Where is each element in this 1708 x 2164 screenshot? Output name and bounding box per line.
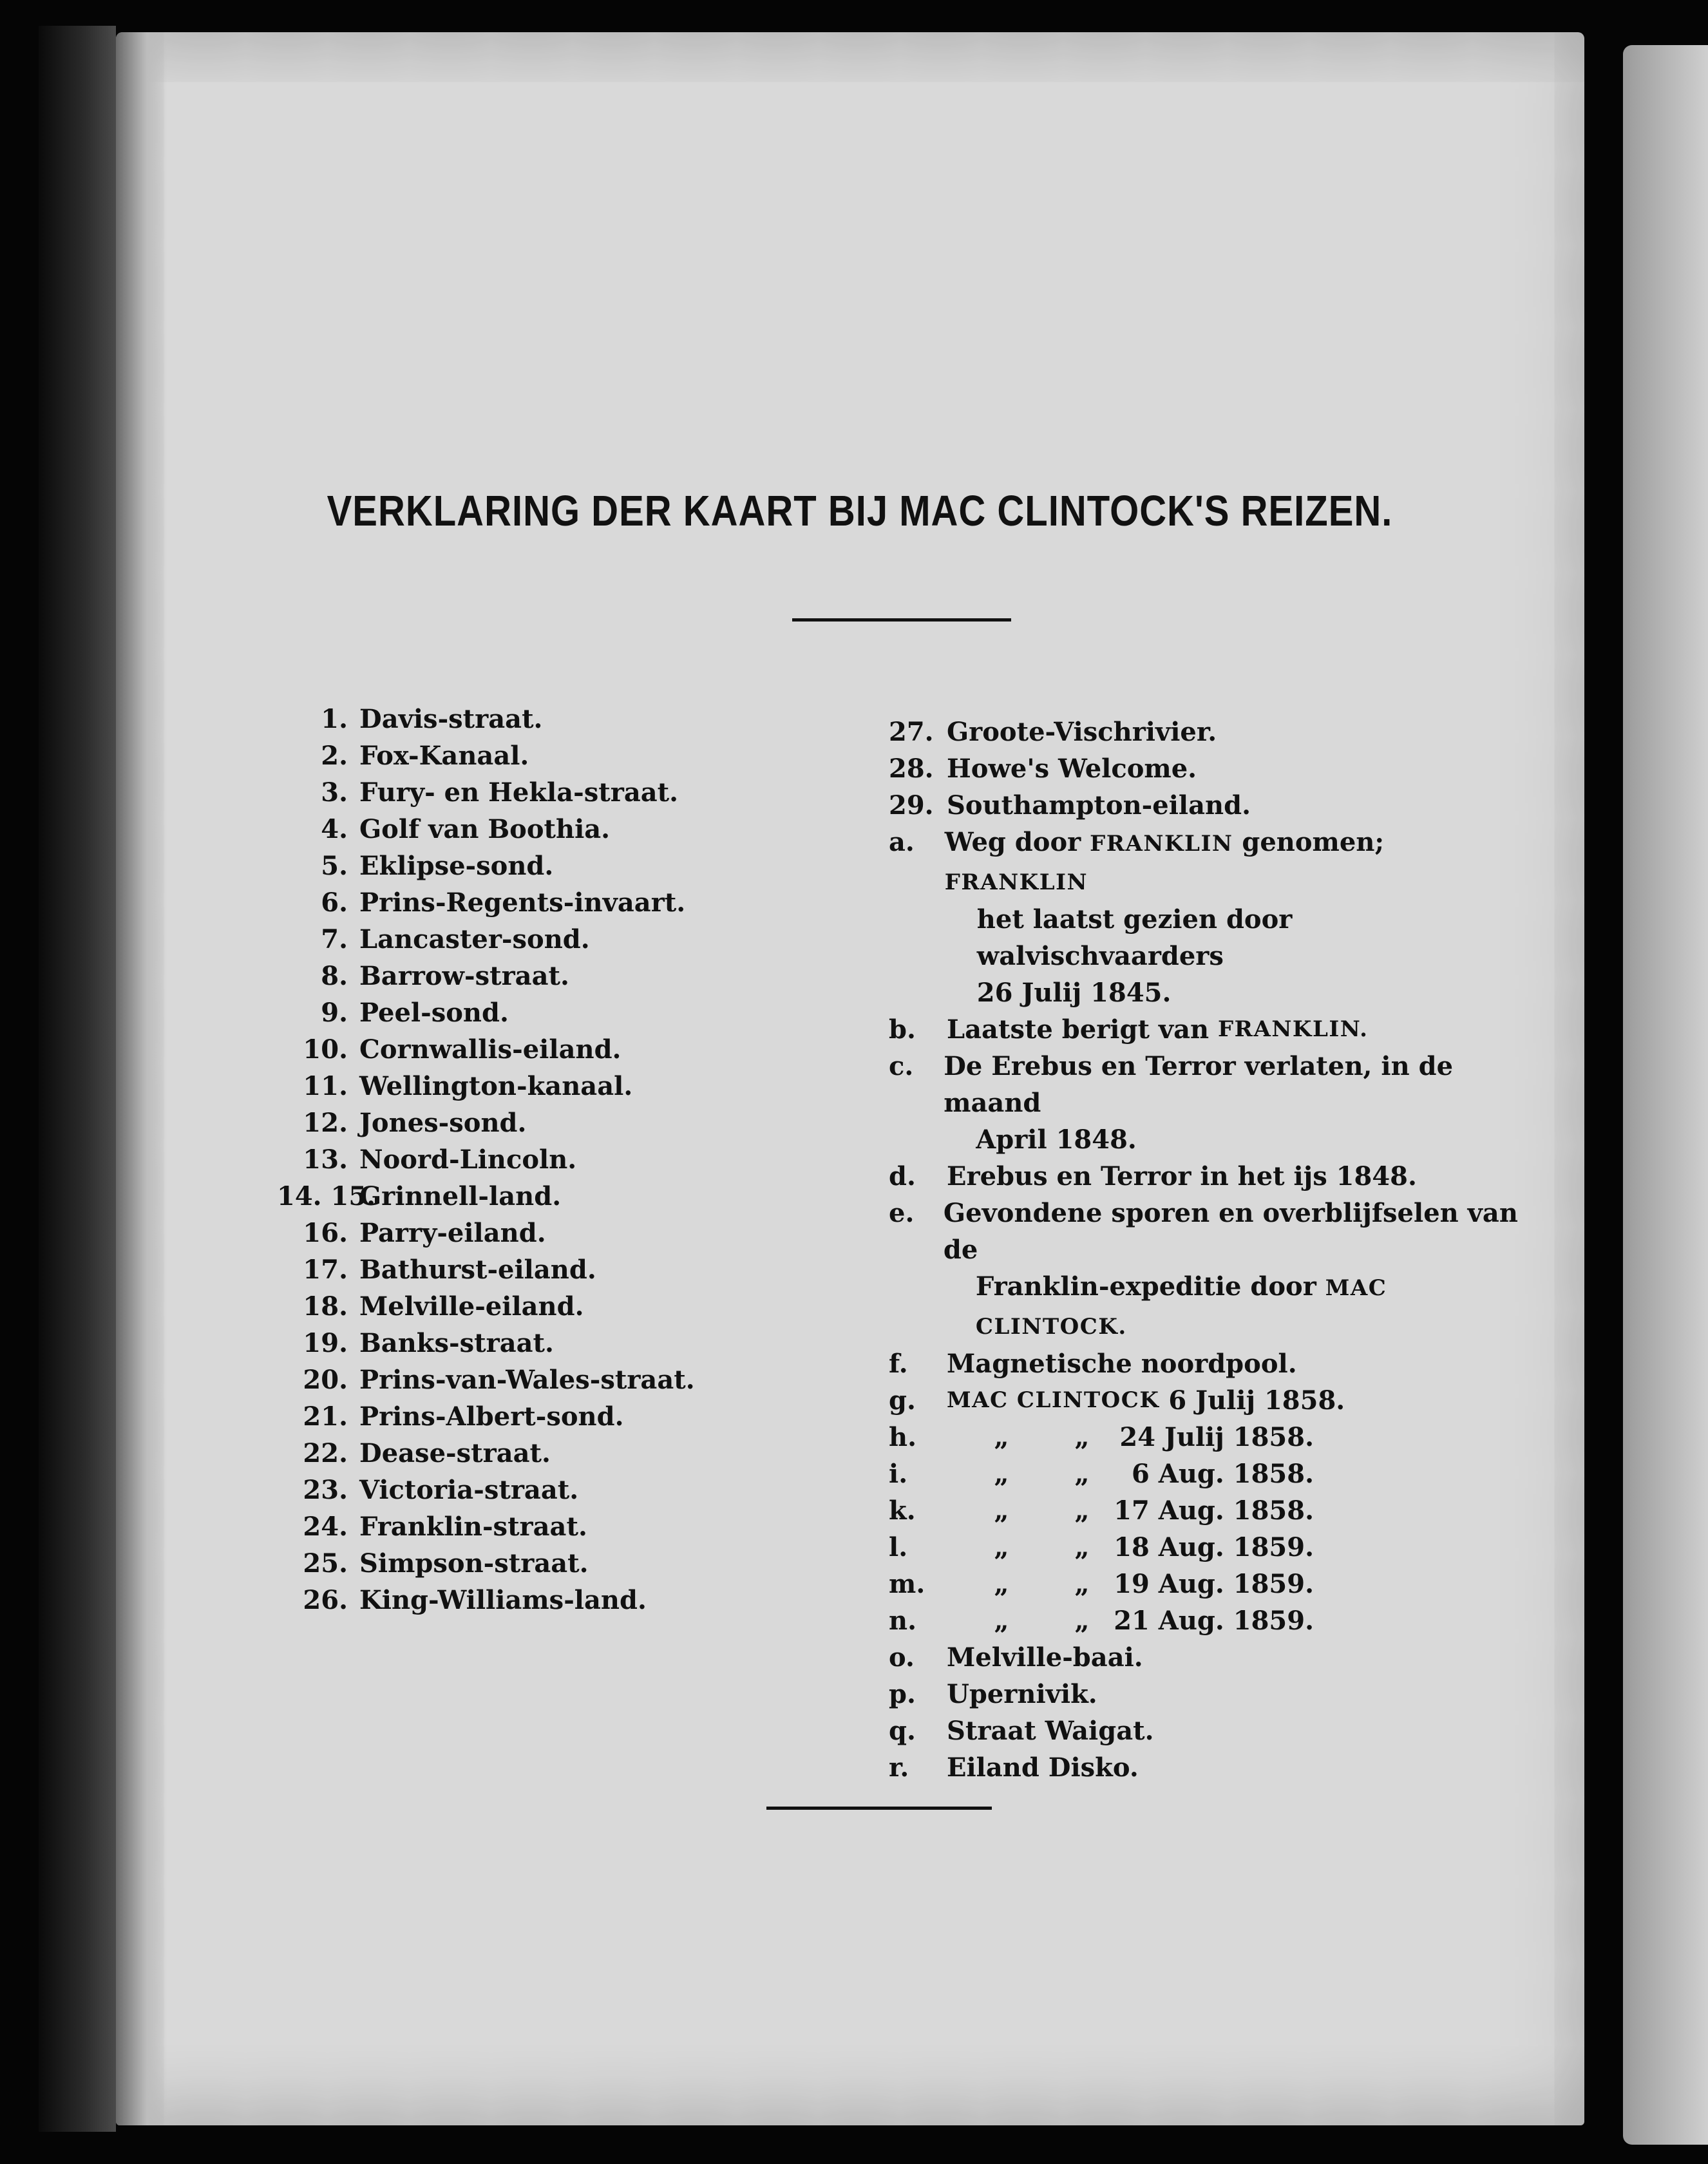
legend-label: Noord-Lincoln. bbox=[359, 1144, 577, 1175]
legend-label: Melville-eiland. bbox=[359, 1291, 584, 1322]
legend-label: Fox-Kanaal. bbox=[359, 741, 529, 771]
legend-label: Prins-Albert-sond. bbox=[359, 1401, 624, 1432]
legend-number: 3. bbox=[321, 777, 348, 808]
legend-item-left bbox=[277, 1435, 857, 1472]
legend-number: 8. bbox=[321, 961, 348, 991]
legend-number: 14. 15. bbox=[277, 1181, 376, 1211]
legend-item-f: f. Magnetische noordpool. bbox=[889, 1349, 1297, 1379]
legend-label: Cornwallis-eiland. bbox=[359, 1034, 622, 1065]
legend-item-left bbox=[277, 848, 857, 884]
legend-item-left bbox=[277, 774, 857, 811]
legend-item-c: c. De Erebus en Terror verlaten, in de maand April 1848. bbox=[889, 1051, 1454, 1155]
legend-item-left bbox=[277, 1251, 857, 1288]
legend-label: Prins-Regents-invaart. bbox=[359, 887, 686, 918]
legend-item-left bbox=[277, 958, 857, 994]
legend-item-m: m. „ „ 19 Aug. 1859. bbox=[889, 1569, 1314, 1599]
legend-item-28: 28. Howe's Welcome. bbox=[889, 754, 1197, 784]
legend-number: 17. bbox=[303, 1255, 348, 1285]
legend-number: 6. bbox=[321, 887, 348, 918]
legend-item-e: e. Gevondene sporen en overblijfselen van de Franklin-expeditie door MAC CLINTOCK. bbox=[889, 1198, 1518, 1340]
legend-item-left bbox=[277, 1325, 857, 1362]
legend-item-g: g. MAC CLINTOCK 6 Julij 1858. bbox=[889, 1385, 1345, 1416]
legend-number: 19. bbox=[303, 1328, 348, 1358]
legend-label: Fury- en Hekla-straat. bbox=[359, 777, 679, 808]
legend-label: Wellington-kanaal. bbox=[359, 1071, 633, 1101]
legend-number: 18. bbox=[303, 1291, 348, 1322]
legend-label: Parry-eiland. bbox=[359, 1218, 546, 1248]
legend-number: 2. bbox=[321, 741, 348, 771]
legend-number: 26. bbox=[303, 1585, 348, 1615]
legend-item-left bbox=[277, 811, 857, 848]
legend-item-i: i. „ „ 6 Aug. 1858. bbox=[889, 1459, 1314, 1489]
legend-number: 12. bbox=[303, 1108, 348, 1138]
legend-label: King-Williams-land. bbox=[359, 1585, 647, 1615]
legend-item-27: 27. Groote-Vischrivier. bbox=[889, 717, 1217, 747]
legend-item-left bbox=[277, 921, 857, 958]
legend-item-left bbox=[277, 1215, 857, 1251]
legend-item-a: a. Weg door FRANKLIN genomen; FRANKLIN het laatst gezien door walvischvaarders 26 Julij 1845. bbox=[889, 827, 1385, 1008]
legend-label: Eklipse-sond. bbox=[359, 851, 554, 881]
legend-number: 16. bbox=[303, 1218, 348, 1248]
legend-item-p: p. Upernivik. bbox=[889, 1679, 1097, 1709]
legend-item-left bbox=[277, 1178, 857, 1215]
legend-item-l: l. „ „ 18 Aug. 1859. bbox=[889, 1532, 1314, 1562]
legend-label: Franklin-straat. bbox=[359, 1512, 587, 1542]
legend-label: Bathurst-eiland. bbox=[359, 1255, 596, 1285]
legend-number: 25. bbox=[303, 1548, 348, 1579]
legend-item-left bbox=[277, 737, 857, 774]
legend-number: 13. bbox=[303, 1144, 348, 1175]
legend-number: 11. bbox=[303, 1071, 348, 1101]
legend-label: Davis-straat. bbox=[359, 704, 543, 734]
legend-item-left bbox=[277, 994, 857, 1031]
next-page-edge bbox=[1623, 45, 1708, 2145]
legend-left-column bbox=[277, 701, 857, 1618]
book-spine bbox=[39, 26, 116, 2132]
legend-label: Barrow-straat. bbox=[359, 961, 569, 991]
legend-item-left bbox=[277, 1508, 857, 1545]
legend-number: 4. bbox=[321, 814, 348, 844]
legend-label: Prins-van-Wales-straat. bbox=[359, 1365, 695, 1395]
legend-label: Grinnell-land. bbox=[359, 1181, 562, 1211]
legend-label: Dease-straat. bbox=[359, 1438, 551, 1468]
legend-label: Simpson-straat. bbox=[359, 1548, 589, 1579]
legend-number: 1. bbox=[321, 704, 348, 734]
legend-number: 23. bbox=[303, 1475, 348, 1505]
title-rule bbox=[792, 618, 1011, 622]
legend-item-h: h. „ „ 24 Julij 1858. bbox=[889, 1422, 1314, 1452]
legend-label: Jones-sond. bbox=[359, 1108, 527, 1138]
legend-item-o: o. Melville-baai. bbox=[889, 1642, 1143, 1673]
legend-number: 9. bbox=[321, 998, 348, 1028]
legend-item-left bbox=[277, 1398, 857, 1435]
legend-right-column bbox=[889, 714, 1526, 1786]
legend-number: 24. bbox=[303, 1512, 348, 1542]
legend-item-r: r. Eiland Disko. bbox=[889, 1752, 1139, 1783]
page-title: VERKLARING DER KAART BIJ MAC CLINTOCK'S REIZEN. bbox=[327, 487, 1393, 535]
legend-item-left bbox=[277, 1105, 857, 1141]
legend-number: 20. bbox=[303, 1365, 348, 1395]
legend-item-b: b. Laatste berigt van FRANKLIN. bbox=[889, 1014, 1369, 1045]
legend-label: Golf van Boothia. bbox=[359, 814, 611, 844]
legend-label: Banks-straat. bbox=[359, 1328, 554, 1358]
legend-item-left bbox=[277, 1582, 857, 1618]
legend-item-left bbox=[277, 1472, 857, 1508]
legend-item-left bbox=[277, 1288, 857, 1325]
closing-rule bbox=[766, 1807, 992, 1810]
legend-item-left bbox=[277, 1362, 857, 1398]
legend-number: 10. bbox=[303, 1034, 348, 1065]
legend-number: 21. bbox=[303, 1401, 348, 1432]
legend-number: 22. bbox=[303, 1438, 348, 1468]
legend-item-d: d. Erebus en Terror in het ijs 1848. bbox=[889, 1161, 1417, 1191]
legend-item-k: k. „ „ 17 Aug. 1858. bbox=[889, 1495, 1314, 1526]
legend-item-left bbox=[277, 1545, 857, 1582]
legend-item-n: n. „ „ 21 Aug. 1859. bbox=[889, 1606, 1314, 1636]
legend-item-left bbox=[277, 884, 857, 921]
legend-label: Victoria-straat. bbox=[359, 1475, 579, 1505]
legend-item-left bbox=[277, 701, 857, 737]
legend-item-q: q. Straat Waigat. bbox=[889, 1716, 1154, 1746]
legend-label: Peel-sond. bbox=[359, 998, 509, 1028]
legend-item-29: 29. Southampton-eiland. bbox=[889, 790, 1251, 821]
legend-item-left bbox=[277, 1031, 857, 1068]
legend-number: 7. bbox=[321, 924, 348, 954]
legend-item-left bbox=[277, 1068, 857, 1105]
legend-number: 5. bbox=[321, 851, 348, 881]
legend-item-left bbox=[277, 1141, 857, 1178]
legend-label: Lancaster-sond. bbox=[359, 924, 590, 954]
